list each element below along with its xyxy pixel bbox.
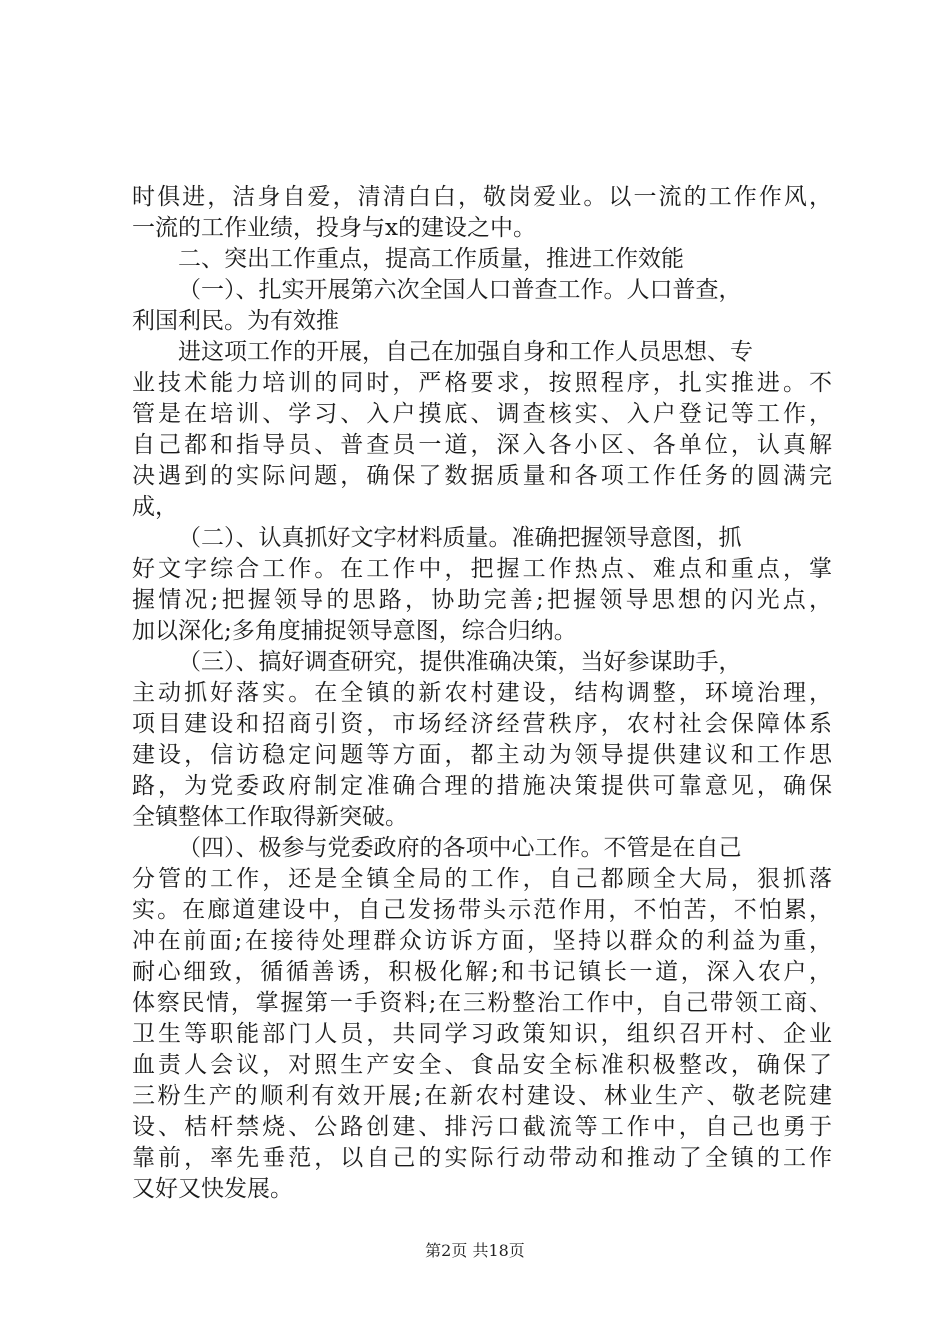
section-heading: 二、突出工作重点，提高工作质量，推进工作效能 — [178, 246, 684, 272]
text-line: 决遇到的实际问题，确保了数据质量和各项工作任务的圆满完 — [132, 463, 832, 489]
page-footer: 第2页 共18页 — [425, 1241, 525, 1260]
text-line: 成， — [132, 494, 178, 520]
text-line: （二）、认真抓好文字材料质量。准确把握领导意图，抓 — [178, 525, 742, 551]
text-line: 业技术能力培训的同时，严格要求，按照程序，扎实推进。不 — [132, 370, 832, 396]
text-line: 分管的工作，还是全镇全局的工作，自己都顾全大局，狠抓落 — [132, 866, 832, 892]
text-line: （一）、扎实开展第六次全国人口普查工作。人口普查， — [178, 277, 742, 303]
text-line: 体察民情，掌握第一手资料;在三粉整治工作中，自己带领工商、 — [132, 990, 832, 1016]
text-line: 加以深化;多角度捕捉领导意图，综合归纳。 — [132, 618, 577, 644]
text-line: 项目建设和招商引资，市场经济经营秩序，农村社会保障体系 — [132, 711, 832, 737]
text-line: 又好又快发展。 — [132, 1176, 293, 1202]
text-line: 冲在前面;在接待处理群众访诉方面，坚持以群众的利益为重， — [132, 928, 832, 954]
text-line: 自己都和指导员、普查员一道，深入各小区、各单位，认真解 — [132, 432, 832, 458]
text-line: 三粉生产的顺利有效开展;在新农村建设、林业生产、敬老院建 — [132, 1083, 832, 1109]
text-line: （四）、极参与党委政府的各项中心工作。不管是在自己 — [178, 835, 742, 861]
text-line: 时俱进，洁身自爱，清清白白，敬岗爱业。以一流的工作作风， — [132, 184, 832, 210]
text-line: 设、桔杆禁烧、公路创建、排污口截流等工作中，自己也勇于 — [132, 1114, 832, 1140]
text-line: 路，为党委政府制定准确合理的措施决策提供可靠意见，确保 — [132, 773, 832, 799]
text-line: 一流的工作业绩，投身与x的建设之中。 — [132, 215, 536, 241]
text-line: 实。在廊道建设中，自己发扬带头示范作用，不怕苦，不怕累， — [132, 897, 832, 923]
text-line: 血责人会议，对照生产安全、食品安全标准积极整改，确保了 — [132, 1052, 832, 1078]
text-line: 利国利民。为有效推 — [132, 308, 339, 334]
text-line: 耐心细致，循循善诱，积极化解;和书记镇长一道，深入农户， — [132, 959, 832, 985]
text-line: 全镇整体工作取得新突破。 — [132, 804, 408, 830]
text-line: 管是在培训、学习、入户摸底、调查核实、入户登记等工作， — [132, 401, 832, 427]
text-line: 握情况;把握领导的思路，协助完善;把握领导思想的闪光点， — [132, 587, 832, 613]
text-line: 进这项工作的开展，自己在加强自身和工作人员思想、专 — [178, 339, 753, 365]
text-line: 建设，信访稳定问题等方面，都主动为领导提供建议和工作思 — [132, 742, 832, 768]
text-line: 靠前，率先垂范，以自己的实际行动带动和推动了全镇的工作 — [132, 1145, 832, 1171]
text-line: 好文字综合工作。在工作中，把握工作热点、难点和重点，掌 — [132, 556, 832, 582]
text-line: 主动抓好落实。在全镇的新农村建设，结构调整，环境治理， — [132, 680, 832, 706]
text-line: 卫生等职能部门人员，共同学习政策知识，组织召开村、企业 — [132, 1021, 832, 1047]
text-line: （三）、搞好调查研究，提供准确决策，当好参谋助手， — [178, 649, 742, 675]
